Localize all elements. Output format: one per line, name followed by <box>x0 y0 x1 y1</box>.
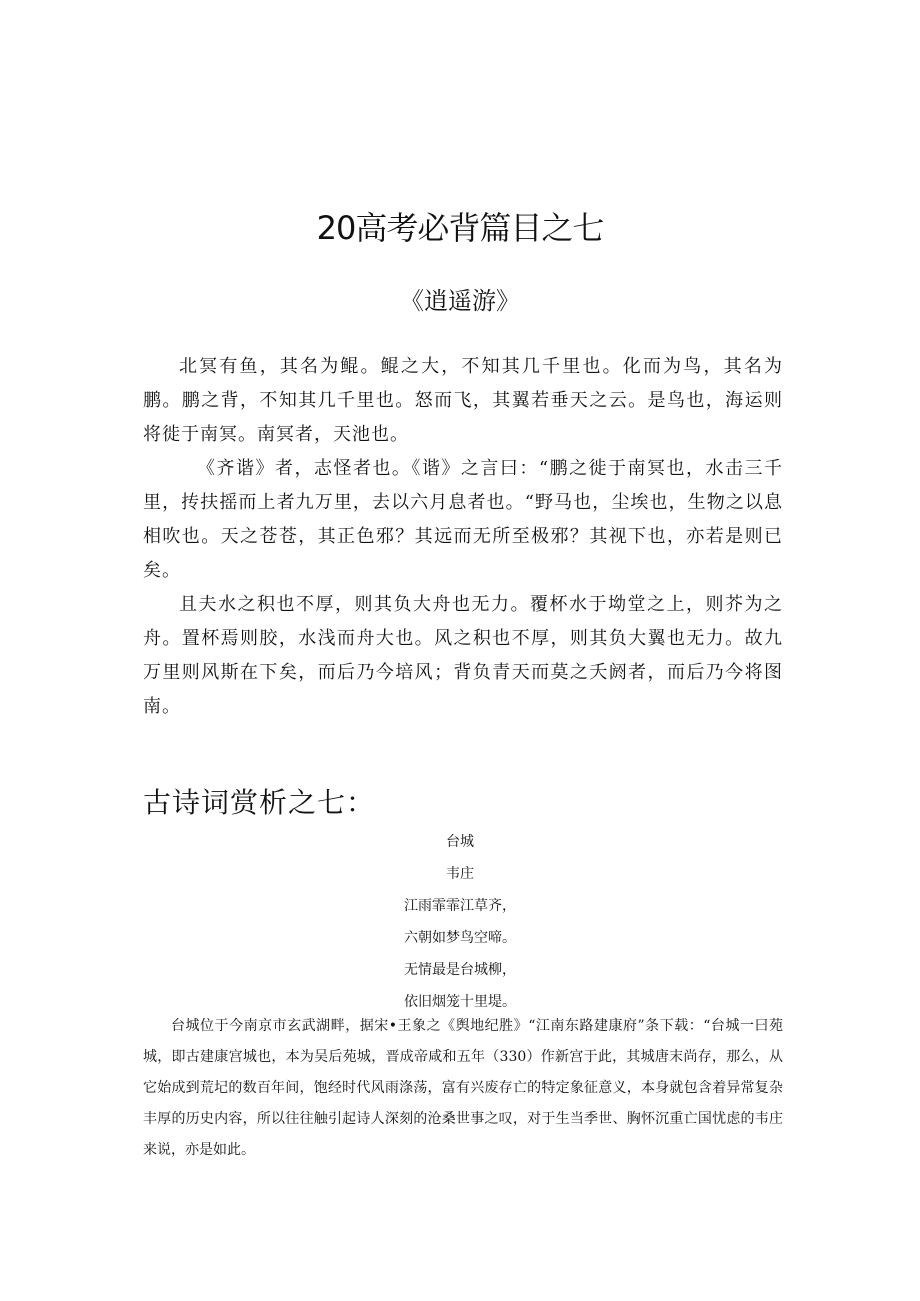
page-title: 20高考必背篇目之七 <box>316 209 604 247</box>
work-title: 《逍遥游》 <box>400 287 520 315</box>
analysis-paragraph: 台城位于今南京市玄武湖畔，据宋•王象之《舆地纪胜》“江南东路建康府”条下载：“台城一曰苑城，即古建康宫城也，本为吴后苑城，晋成帝咸和五年（330）作新宫于此，其城唐末尚存，那么，从它始成到荒圮的数百年间，饱经时代风雨涤荡，富有兴废存亡的特定象征意义，本身就包含着异常复杂丰厚的历史内容，所以往往触引起诗人深刻的沧桑世事之叹，对于生当季世、胸怀沉重亡国忧虑的韦庄来说，亦是如此。 <box>143 1018 783 1158</box>
poem-author: 韦庄 <box>446 866 474 882</box>
prose-paragraph: 北冥有鱼，其名为鲲。鲲之大，不知其几千里也。化而为鸟，其名为鹏。鹏之背，不知其几千里也。怒而飞，其翼若垂天之云。是鸟也，海运则将徙于南冥。南冥者，天池也。 <box>143 356 783 445</box>
prose-paragraph: 《齐谐》者，志怪者也。《谐》之言曰：“鹏之徙于南冥也，水击三千里，抟扶摇而上者九万里，去以六月息者也。“野马也，尘埃也，生物之以息相吹也。天之苍苍，其正色邪？其远而无所至极邪？其视下也，亦若是则已矣。 <box>143 458 783 581</box>
poem-line: 无情最是台城柳， <box>404 962 516 978</box>
section-heading: 古诗词赏析之七： <box>143 786 376 819</box>
poem <box>0 826 920 1018</box>
prose-paragraph: 且夫水之积也不厚，则其负大舟也无力。覆杯水于坳堂之上，则芥为之舟。置杯焉则胶，水浅而舟大也。风之积也不厚，则其负大翼也无力。故九万里则风斯在下矣，而后乃今培风；背负青天而莫之夭阏者，而后乃今将图南。 <box>143 594 783 717</box>
poem-title: 台城 <box>446 834 474 850</box>
poem-line: 六朝如梦鸟空啼。 <box>404 930 516 946</box>
poem-line: 依旧烟笼十里堤。 <box>404 994 516 1010</box>
poem-line: 江雨霏霏江草齐， <box>404 898 516 914</box>
prose-body <box>143 350 783 724</box>
